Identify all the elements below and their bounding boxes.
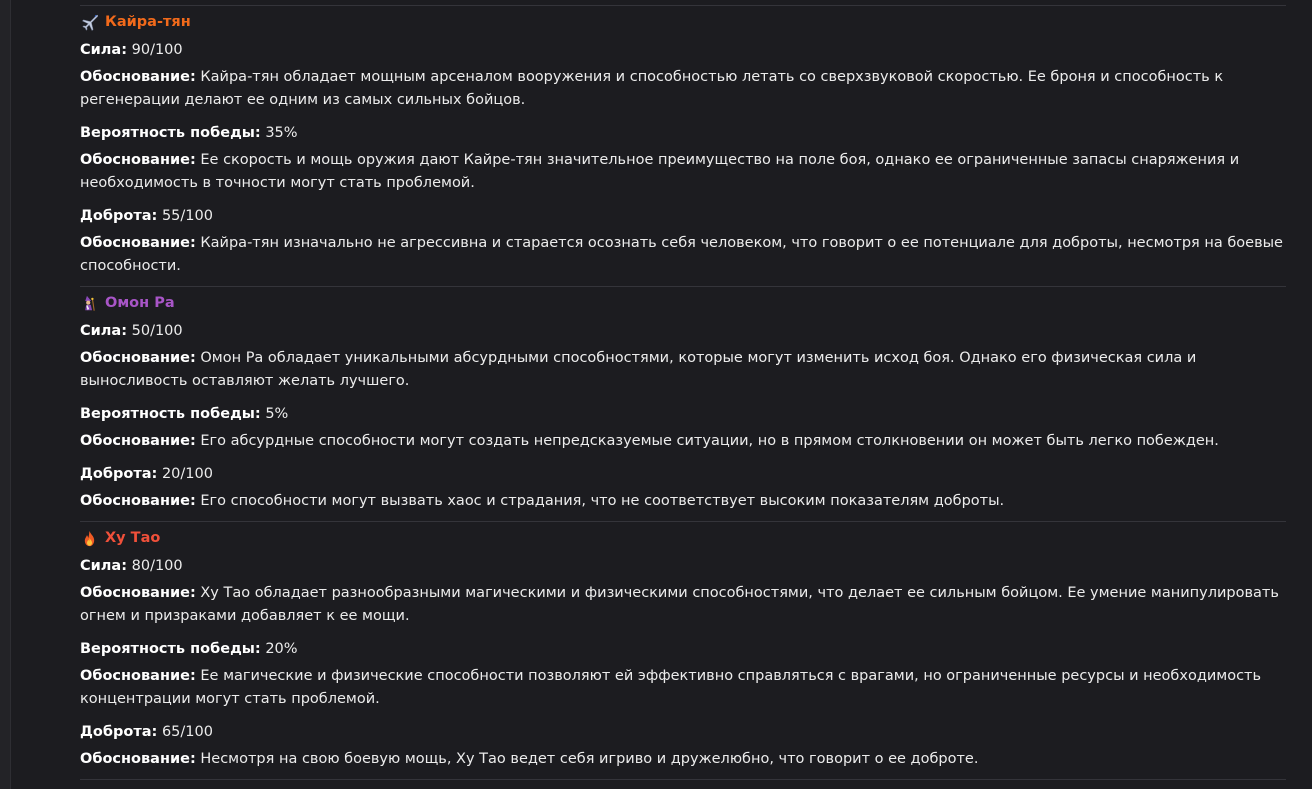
left-sidebar-rail	[0, 0, 11, 789]
win-chance-label: Вероятность победы:	[80, 406, 261, 422]
character-title-row	[80, 11, 1302, 33]
kindness-value: 20/100	[161, 466, 213, 482]
strength-stat	[80, 39, 1302, 62]
strength-value: 50/100	[131, 323, 183, 339]
kindness-justification	[80, 490, 1302, 513]
win-chance-value: 20%	[265, 641, 298, 657]
justification-text: Омон Ра обладает уникальными абсурдными способностями, которые могут изменить исход боя. Однако его физическая сила и выносливость оставляют желать лучшего.	[80, 350, 1197, 389]
win-chance-justification	[80, 665, 1302, 711]
win-chance-value: 35%	[265, 125, 298, 141]
justification-text: Его способности могут вызвать хаос и страдания, что не соответствует высоким показателям доброты.	[200, 493, 1005, 509]
justification-text: Ее магические и физические способности позволяют ей эффективно справляться с врагами, но ограниченные ресурсы и необходимость концентрации могут стать проблемой.	[80, 668, 1262, 707]
strength-label: Сила:	[80, 558, 128, 574]
character-title-row	[80, 292, 1302, 314]
character-section-omon-ra	[80, 287, 1302, 521]
justification-text: Ху Тао обладает разнообразными магическими и физическими способностями, что делает ее сильным бойцом. Ее умение манипулировать огнем и призраками добавляет к ее мощи.	[80, 585, 1279, 624]
justification-text: Несмотря на свою боевую мощь, Ху Тао ведет себя игриво и дружелюбно, что говорит о ее доброте.	[200, 751, 979, 767]
justification-text: Кайра-тян изначально не агрессивна и старается осознать себя человеком, что говорит о ее потенциале для доброты, несмотря на боевые способности.	[80, 235, 1283, 274]
sorcerer-icon	[80, 294, 98, 312]
strength-stat	[80, 555, 1302, 578]
justification-label: Обоснование:	[80, 152, 196, 168]
kindness-value: 55/100	[161, 208, 213, 224]
win-chance-stat	[80, 122, 1302, 145]
strength-label: Сила:	[80, 323, 128, 339]
win-chance-label: Вероятность победы:	[80, 641, 261, 657]
kindness-stat	[80, 721, 1302, 744]
kindness-stat	[80, 205, 1302, 228]
justification-text: Его абсурдные способности могут создать непредсказуемые ситуации, но в прямом столкновении он может быть легко побежден.	[200, 433, 1219, 449]
kindness-label: Доброта:	[80, 208, 158, 224]
win-chance-justification	[80, 430, 1302, 453]
character-title-row	[80, 527, 1302, 549]
kindness-justification	[80, 232, 1302, 278]
kindness-value: 65/100	[161, 724, 213, 740]
justification-label: Обоснование:	[80, 493, 196, 509]
character-name: Кайра-тян	[105, 14, 191, 30]
kindness-stat	[80, 463, 1302, 486]
section-divider	[80, 779, 1286, 780]
justification-label: Обоснование:	[80, 668, 196, 684]
strength-label: Сила:	[80, 42, 128, 58]
strength-justification	[80, 582, 1302, 628]
kindness-label: Доброта:	[80, 466, 158, 482]
strength-value: 80/100	[131, 558, 183, 574]
justification-label: Обоснование:	[80, 350, 196, 366]
justification-label: Обоснование:	[80, 585, 196, 601]
justification-label: Обоснование:	[80, 751, 196, 767]
character-name: Ху Тао	[105, 530, 161, 546]
character-name: Омон Ра	[105, 295, 175, 311]
justification-text: Кайра-тян обладает мощным арсеналом вооружения и способностью летать со сверхзвуковой скоростью. Ее броня и способность к регенерации делают ее одним из самых сильных бойцов.	[80, 69, 1224, 108]
fire-icon	[80, 529, 98, 547]
justification-label: Обоснование:	[80, 235, 196, 251]
win-chance-label: Вероятность победы:	[80, 125, 261, 141]
character-section-hu-tao	[80, 522, 1302, 779]
justification-label: Обоснование:	[80, 433, 196, 449]
strength-stat	[80, 320, 1302, 343]
win-chance-value: 5%	[265, 406, 289, 422]
win-chance-justification	[80, 149, 1302, 195]
kindness-justification	[80, 748, 1302, 771]
kindness-label: Доброта:	[80, 724, 158, 740]
character-section-kaira	[80, 6, 1302, 286]
strength-justification	[80, 347, 1302, 393]
strength-value: 90/100	[131, 42, 183, 58]
strength-justification	[80, 66, 1302, 112]
chat-message-content	[80, 0, 1302, 780]
win-chance-stat	[80, 638, 1302, 661]
justification-label: Обоснование:	[80, 69, 196, 85]
justification-text: Ее скорость и мощь оружия дают Кайре-тян значительное преимущество на поле боя, однако ее ограниченные запасы снаряжения и необходимость в точности могут стать проблемой.	[80, 152, 1240, 191]
win-chance-stat	[80, 403, 1302, 426]
airplane-icon	[80, 13, 98, 31]
